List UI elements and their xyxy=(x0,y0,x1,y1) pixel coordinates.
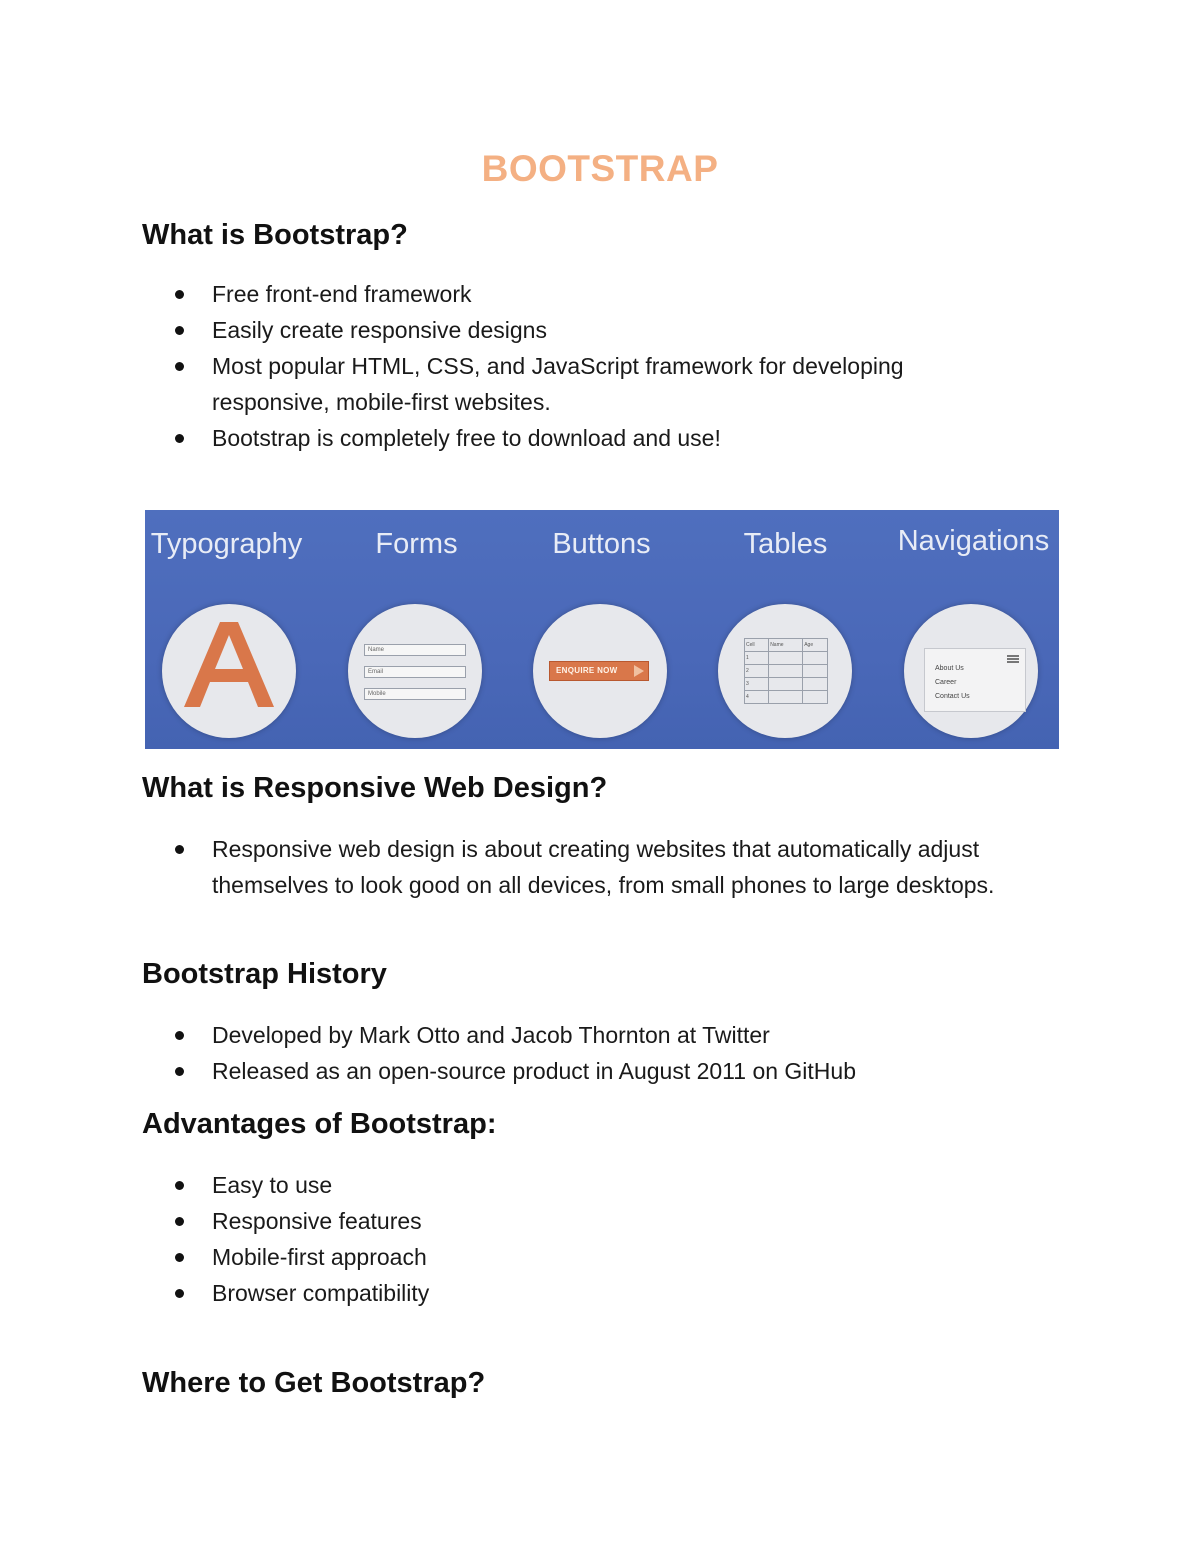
table-header-cell: Age xyxy=(803,639,828,652)
banner-column-typography xyxy=(145,510,328,749)
banner-label: Typography xyxy=(150,528,303,560)
table-cell: 4 xyxy=(745,691,769,704)
nav-link: Career xyxy=(935,679,957,686)
bullet-icon xyxy=(175,326,184,335)
mini-form xyxy=(364,644,466,710)
bullet-icon xyxy=(175,845,184,854)
bullet-icon xyxy=(175,290,184,299)
typography-circle xyxy=(162,604,296,738)
list-item: Browser compatibility xyxy=(172,1275,1072,1311)
mini-table xyxy=(744,638,828,704)
navigations-circle xyxy=(904,604,1038,738)
table-header-cell: Name xyxy=(769,639,803,652)
buttons-circle xyxy=(533,604,667,738)
section-heading-what-is-bootstrap: What is Bootstrap? xyxy=(142,219,408,251)
table-row xyxy=(745,691,828,704)
table-row xyxy=(745,652,828,665)
play-arrow-icon xyxy=(634,665,644,677)
bullet-icon xyxy=(175,1031,184,1040)
section-heading-responsive-web-design: What is Responsive Web Design? xyxy=(142,772,608,804)
bullet-icon xyxy=(175,1217,184,1226)
list-item: Mobile-first approach xyxy=(172,1239,1072,1275)
letter-a-icon xyxy=(162,604,296,738)
bullet-list-advantages xyxy=(172,1167,1072,1311)
list-item: Bootstrap is completely free to download and use! xyxy=(172,420,992,456)
list-item: Most popular HTML, CSS, and JavaScript framework for developing responsive, mobile-first websites. xyxy=(172,348,992,420)
forms-circle xyxy=(348,604,482,738)
table-row xyxy=(745,639,828,652)
hamburger-menu-icon xyxy=(1007,655,1019,663)
banner-label: Buttons xyxy=(552,528,651,560)
table-cell: 3 xyxy=(745,678,769,691)
bullet-list-what-is-bootstrap xyxy=(172,276,992,456)
document-title: BOOTSTRAP xyxy=(481,148,719,189)
banner-column-buttons xyxy=(511,510,694,749)
nav-link: Contact Us xyxy=(935,693,970,700)
bullet-list-responsive-web-design xyxy=(172,831,1052,903)
form-field: Mobile xyxy=(364,688,466,700)
banner-column-forms xyxy=(328,510,511,749)
section-heading-bootstrap-history: Bootstrap History xyxy=(142,958,387,990)
bullet-icon xyxy=(175,1289,184,1298)
list-item: Responsive web design is about creating websites that automatically adjust themselves to look good on all devices, from small phones to large desktops. xyxy=(172,831,1052,903)
banner-label: Forms xyxy=(375,528,458,560)
bootstrap-features-banner xyxy=(145,510,1059,749)
form-field: Email xyxy=(364,666,466,678)
bullet-icon xyxy=(175,1067,184,1076)
bullet-icon xyxy=(175,1253,184,1262)
banner-label: Navigations xyxy=(897,525,1050,557)
bullet-list-bootstrap-history xyxy=(172,1017,1072,1089)
table-row xyxy=(745,678,828,691)
section-heading-advantages: Advantages of Bootstrap: xyxy=(142,1108,497,1140)
banner-label: Tables xyxy=(743,528,828,560)
list-item: Easily create responsive designs xyxy=(172,312,992,348)
bullet-icon xyxy=(175,1181,184,1190)
section-heading-where-to-get: Where to Get Bootstrap? xyxy=(142,1367,486,1399)
nav-link: About Us xyxy=(935,665,964,672)
enquire-now-button-image: ENQUIRE NOW xyxy=(549,661,649,681)
list-item: Developed by Mark Otto and Jacob Thornton at Twitter xyxy=(172,1017,1072,1053)
list-item: Free front-end framework xyxy=(172,276,992,312)
mini-navbar xyxy=(924,648,1026,712)
table-header-cell: Cell xyxy=(745,639,769,652)
banner-column-navigations xyxy=(877,510,1059,749)
list-item: Easy to use xyxy=(172,1167,1072,1203)
list-item: Released as an open-source product in August 2011 on GitHub xyxy=(172,1053,1072,1089)
list-item: Responsive features xyxy=(172,1203,1072,1239)
banner-column-tables xyxy=(694,510,877,749)
table-cell: 2 xyxy=(745,665,769,678)
tables-circle xyxy=(718,604,852,738)
bullet-icon xyxy=(175,434,184,443)
form-field: Name xyxy=(364,644,466,656)
table-cell: 1 xyxy=(745,652,769,665)
bullet-icon xyxy=(175,362,184,371)
table-row xyxy=(745,665,828,678)
